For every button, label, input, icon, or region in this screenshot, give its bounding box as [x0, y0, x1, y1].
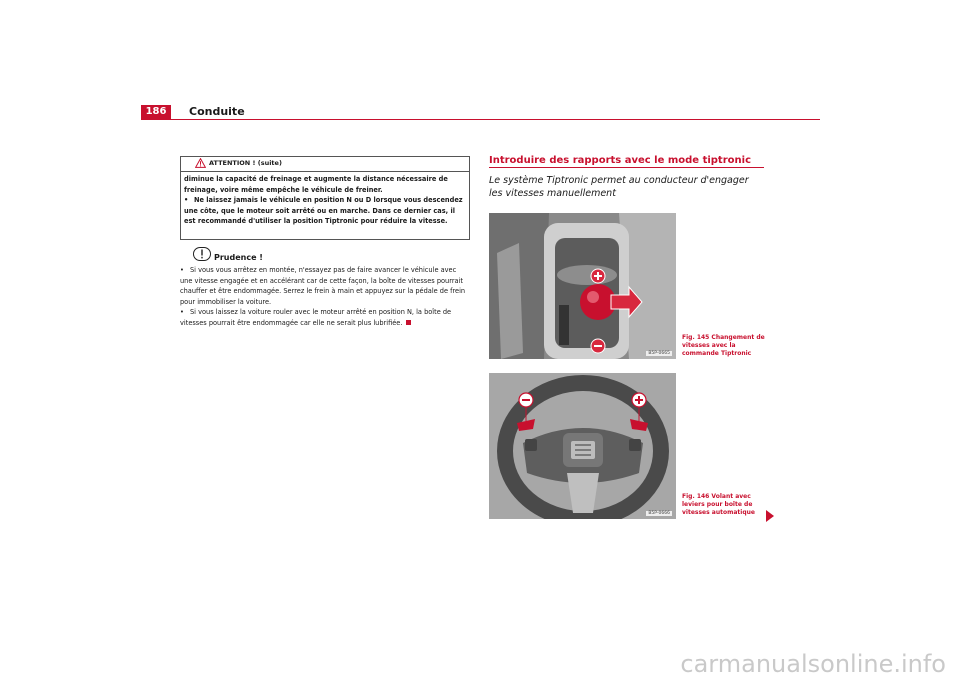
caution-body [180, 265, 468, 328]
caution-title: Prudence ! [214, 253, 263, 262]
caution-bullet [180, 307, 468, 328]
steering-wheel-illustration [489, 373, 676, 519]
bullet-icon: • [180, 266, 184, 274]
section-title: Introduire des rapports avec le mode tiptronic [489, 155, 751, 166]
caution-bullet-text: Si vous vous arrêtez en montée, n'essayez pas de faire avancer le véhicule avec une vitesse engagée et en accélérant car de cette façon, la boîte de vitesses pourrait chauffer et être endommagée. Serrez le frein à main et appuyez sur la pédale de frein pour immobiliser la voiture. [180, 266, 466, 306]
caution-bullet [180, 265, 468, 307]
warning-bullet [184, 195, 466, 227]
figure-caption: Fig. 145 Changement de vitesses avec la commande Tiptronic [682, 334, 765, 357]
header-rule [141, 119, 820, 120]
section-intro: Le système Tiptronic permet au conducteur d'engager les vitesses manuellement [489, 175, 749, 199]
figure-caption: Fig. 146 Volant avec leviers pour boîte de vitesses automatique [682, 493, 755, 516]
warning-triangle-icon [195, 158, 206, 168]
caution-bullet-text: Si vous laissez la voiture rouler avec le moteur arrêté en position N, la boîte de vitesses pourrait être endommagée car elle ne serait plus lubrifiée. [180, 308, 452, 327]
warning-bullet-text: Ne laissez jamais le véhicule en position N ou D lorsque vous descendez une côte, que le moteur soit arrêté ou en marche. Dans ce dernier cas, il est recommandé d'utiliser la position Tiptronic pour réduire la vitesse. [184, 196, 463, 225]
warning-box [180, 156, 470, 240]
bullet-icon: • [180, 308, 184, 316]
warning-paragraph: diminue la capacité de freinage et augmente la distance nécessaire de freinage, voire même empêche le véhicule de freiner. [184, 175, 448, 194]
watermark: carmanualsonline.info [680, 650, 946, 678]
warning-title: ATTENTION ! (suite) [209, 159, 282, 167]
chapter-title: Conduite [189, 105, 245, 118]
section-rule [489, 167, 764, 168]
figure-tiptronic-shifter [489, 213, 676, 359]
figure-code: B5P-0666 [648, 511, 670, 516]
next-page-arrow-icon [766, 510, 774, 522]
gear-shifter-illustration [489, 213, 676, 359]
warning-header [181, 157, 469, 172]
end-mark-icon [406, 320, 411, 325]
bullet-icon: • [184, 196, 189, 204]
figure-steering-wheel [489, 373, 676, 519]
page-number: 186 [141, 105, 171, 119]
caution-icon [193, 247, 211, 261]
warning-body [184, 174, 466, 227]
figure-code: B5P-0665 [648, 351, 670, 356]
